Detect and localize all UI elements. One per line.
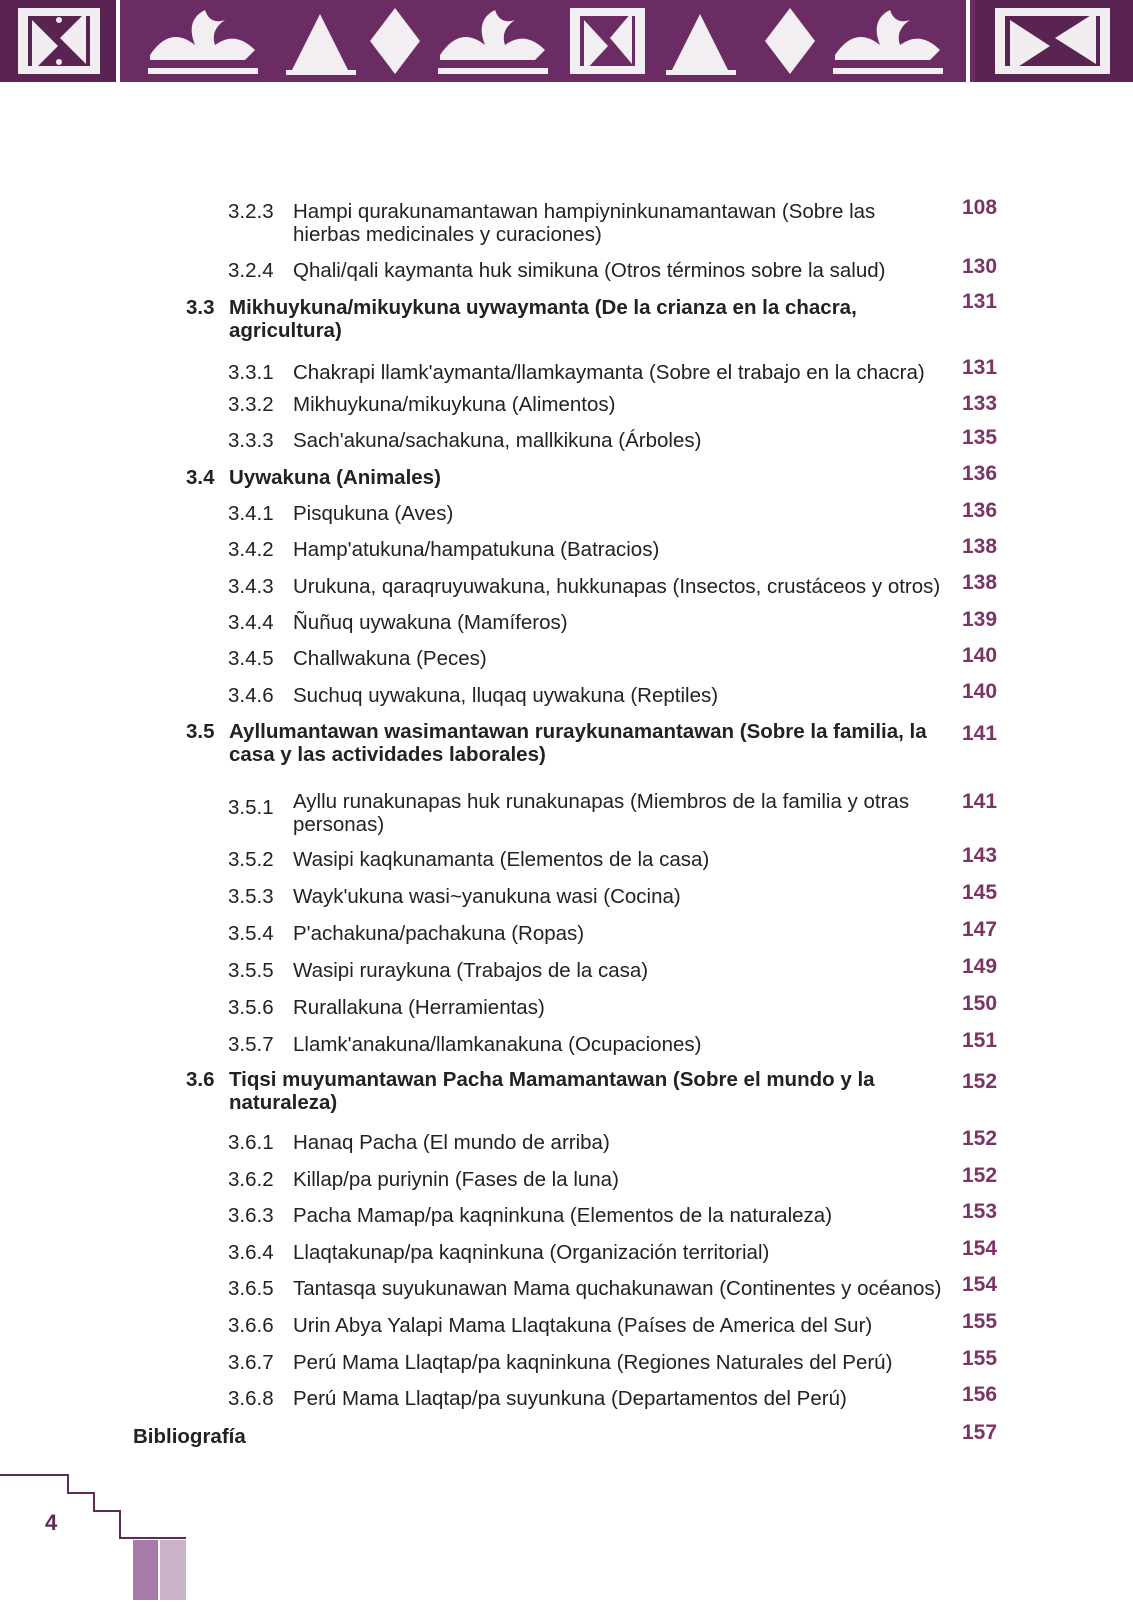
toc-entry-number: 3.6 bbox=[186, 1068, 215, 1091]
toc-entry-number: 3.4.2 bbox=[228, 538, 274, 561]
toc-entry-title: Wasipi ruraykuna (Trabajos de la casa) bbox=[293, 959, 649, 982]
toc-entry-page: 141 bbox=[962, 722, 998, 745]
toc-entry-title: Tiqsi muyumantawan Pacha Mamamantawan (Sobre el mundo y la naturaleza) bbox=[229, 1068, 875, 1114]
toc-entry-number: 3.5.3 bbox=[228, 885, 274, 908]
toc-entry-title: Hampi qurakunamantawan hampiyninkunamantawan (Sobre las hierbas medicinales y curaciones) bbox=[293, 200, 876, 246]
toc-entry-page: 145 bbox=[962, 881, 998, 904]
toc-entry-number: 3.5.5 bbox=[228, 959, 274, 982]
toc-entry-number: 3.3.1 bbox=[228, 361, 274, 384]
toc-entry-page: 135 bbox=[962, 426, 998, 449]
toc-entry-page: 141 bbox=[962, 790, 998, 813]
toc-entry-page: 149 bbox=[962, 955, 998, 978]
toc-entry-number: 3.3.3 bbox=[228, 429, 274, 452]
toc-entry-number: 3.6.4 bbox=[228, 1241, 274, 1264]
toc-entry-page: 156 bbox=[962, 1383, 998, 1406]
toc-entry-page: 150 bbox=[962, 992, 998, 1015]
toc-entry-number: 3.3 bbox=[186, 296, 215, 319]
stepped-line-icon bbox=[0, 1440, 200, 1600]
toc-entry-title: Hanaq Pacha (El mundo de arriba) bbox=[293, 1131, 610, 1154]
toc-entry-number: 3.5.2 bbox=[228, 848, 274, 871]
toc-entry-number: 3.4.4 bbox=[228, 611, 274, 634]
toc-entry-title: Rurallakuna (Herramientas) bbox=[293, 996, 545, 1019]
toc-entry-number: 3.4.6 bbox=[228, 684, 274, 707]
toc-entry-number: 3.6.3 bbox=[228, 1204, 274, 1227]
toc-entry-number: 3.5.7 bbox=[228, 1033, 274, 1056]
toc-entry-number: 3.3.2 bbox=[228, 393, 274, 416]
toc-entry-number: 3.4.5 bbox=[228, 647, 274, 670]
toc-entry-title: Pisqukuna (Aves) bbox=[293, 502, 454, 525]
toc-entry-number: 3.6.2 bbox=[228, 1168, 274, 1191]
toc-entry-page: 143 bbox=[962, 844, 998, 867]
toc-entry-title: Llamk'anakuna/llamkanakuna (Ocupaciones) bbox=[293, 1033, 702, 1056]
toc-entry-title: Wayk'ukuna wasi~yanukuna wasi (Cocina) bbox=[293, 885, 681, 908]
toc-entry-title: Hamp'atukuna/hampatukuna (Batracios) bbox=[293, 538, 660, 561]
toc-entry-title: Uywakuna (Animales) bbox=[229, 466, 441, 489]
toc-entry-title: Ñuñuq uywakuna (Mamíferos) bbox=[293, 611, 568, 634]
page-footer-decoration bbox=[0, 1440, 200, 1600]
toc-entry-page: 154 bbox=[962, 1237, 998, 1260]
toc-entry-page: 152 bbox=[962, 1164, 998, 1187]
toc-entry-number: 3.6.5 bbox=[228, 1277, 274, 1300]
toc-entry-page: 130 bbox=[962, 255, 998, 278]
toc-entry-title: Ayllu runakunapas huk runakunapas (Miembros de la familia y otras personas) bbox=[293, 790, 910, 836]
toc-entry-title: Qhali/qali kaymanta huk simikuna (Otros términos sobre la salud) bbox=[293, 259, 886, 282]
toc-entry-number: 3.4 bbox=[186, 466, 215, 489]
toc-entry-page: 136 bbox=[962, 462, 998, 485]
toc-entry-title: Tantasqa suyukunawan Mama quchakunawan (Continentes y océanos) bbox=[293, 1277, 942, 1300]
toc-entry-page: 140 bbox=[962, 644, 998, 667]
toc-entry-title: Wasipi kaqkunamanta (Elementos de la casa) bbox=[293, 848, 710, 871]
toc-entry-title: Suchuq uywakuna, lluqaq uywakuna (Reptiles) bbox=[293, 684, 719, 707]
toc-entry-number: 3.5 bbox=[186, 720, 215, 743]
toc-entry-page: 138 bbox=[962, 571, 998, 594]
toc-entry-page: 138 bbox=[962, 535, 998, 558]
toc-entry-page: 155 bbox=[962, 1310, 998, 1333]
toc-entry-title: Perú Mama Llaqtap/pa suyunkuna (Departamentos del Perú) bbox=[293, 1387, 847, 1410]
toc-entry-title: Llaqtakunap/pa kaqninkuna (Organización territorial) bbox=[293, 1241, 770, 1264]
toc-entry-title: Chakrapi llamk'aymanta/llamkaymanta (Sobre el trabajo en la chacra) bbox=[293, 361, 925, 384]
toc-entry-number: 3.5.6 bbox=[228, 996, 274, 1019]
toc-entry-page: 133 bbox=[962, 392, 998, 415]
toc-entry-page: 147 bbox=[962, 918, 998, 941]
toc-entry-title: Perú Mama Llaqtap/pa kaqninkuna (Regiones Naturales del Perú) bbox=[293, 1351, 893, 1374]
toc-entry-title: P'achakuna/pachakuna (Ropas) bbox=[293, 922, 585, 945]
toc-entry-number: 3.6.1 bbox=[228, 1131, 274, 1154]
toc-entry-page: 152 bbox=[962, 1127, 998, 1150]
toc-entry-page: 155 bbox=[962, 1347, 998, 1370]
toc-entry-title: Killap/pa puriynin (Fases de la luna) bbox=[293, 1168, 619, 1191]
toc-entry-page: 153 bbox=[962, 1200, 998, 1223]
toc-entry-page: 152 bbox=[962, 1070, 998, 1093]
toc-entry-number: 3.6.7 bbox=[228, 1351, 274, 1374]
toc-entry-title: Ayllumantawan wasimantawan ruraykunamantawan (Sobre la familia, la casa y las actividades laborales) bbox=[229, 720, 927, 766]
toc-entry-title: Mikhuykuna/mikuykuna (Alimentos) bbox=[293, 393, 616, 416]
toc-entry-page: 154 bbox=[962, 1273, 998, 1296]
toc-entry-number: 3.4.1 bbox=[228, 502, 274, 525]
toc-entry-page: 140 bbox=[962, 680, 998, 703]
toc-entry-page: 151 bbox=[962, 1029, 998, 1052]
toc-entry-title: Sach'akuna/sachakuna, mallkikuna (Árboles) bbox=[293, 429, 702, 452]
toc-entry-page: 139 bbox=[962, 608, 998, 631]
toc-entry-page: 136 bbox=[962, 499, 998, 522]
toc-entry-title: Mikhuykuna/mikuykuna uywaymanta (De la crianza en la chacra, agricultura) bbox=[229, 296, 857, 342]
toc-entry-title: Bibliografía bbox=[133, 1425, 246, 1448]
toc-entry-page: 131 bbox=[962, 356, 998, 379]
toc-entry-number: 3.5.4 bbox=[228, 922, 274, 945]
toc-entry-page: 108 bbox=[962, 196, 998, 219]
toc-entry-title: Urukuna, qaraqruyuwakuna, hukkunapas (Insectos, crustáceos y otros) bbox=[293, 575, 941, 598]
toc-entry-number: 3.2.4 bbox=[228, 259, 274, 282]
toc-entry-number: 3.5.1 bbox=[228, 796, 274, 819]
toc-entry-title: Challwakuna (Peces) bbox=[293, 647, 487, 670]
toc-entry-number: 3.4.3 bbox=[228, 575, 274, 598]
toc-entry-number: 3.6.6 bbox=[228, 1314, 274, 1337]
toc-entry-number: 3.2.3 bbox=[228, 200, 274, 223]
page-number: 4 bbox=[45, 1510, 58, 1535]
toc-entry-page: 131 bbox=[962, 290, 998, 313]
toc-entry-title: Pacha Mamap/pa kaqninkuna (Elementos de la naturaleza) bbox=[293, 1204, 833, 1227]
toc-entry-number: 3.6.8 bbox=[228, 1387, 274, 1410]
toc-entry-page: 157 bbox=[962, 1421, 998, 1444]
toc-entry-title: Urin Abya Yalapi Mama Llaqtakuna (Países de America del Sur) bbox=[293, 1314, 873, 1337]
